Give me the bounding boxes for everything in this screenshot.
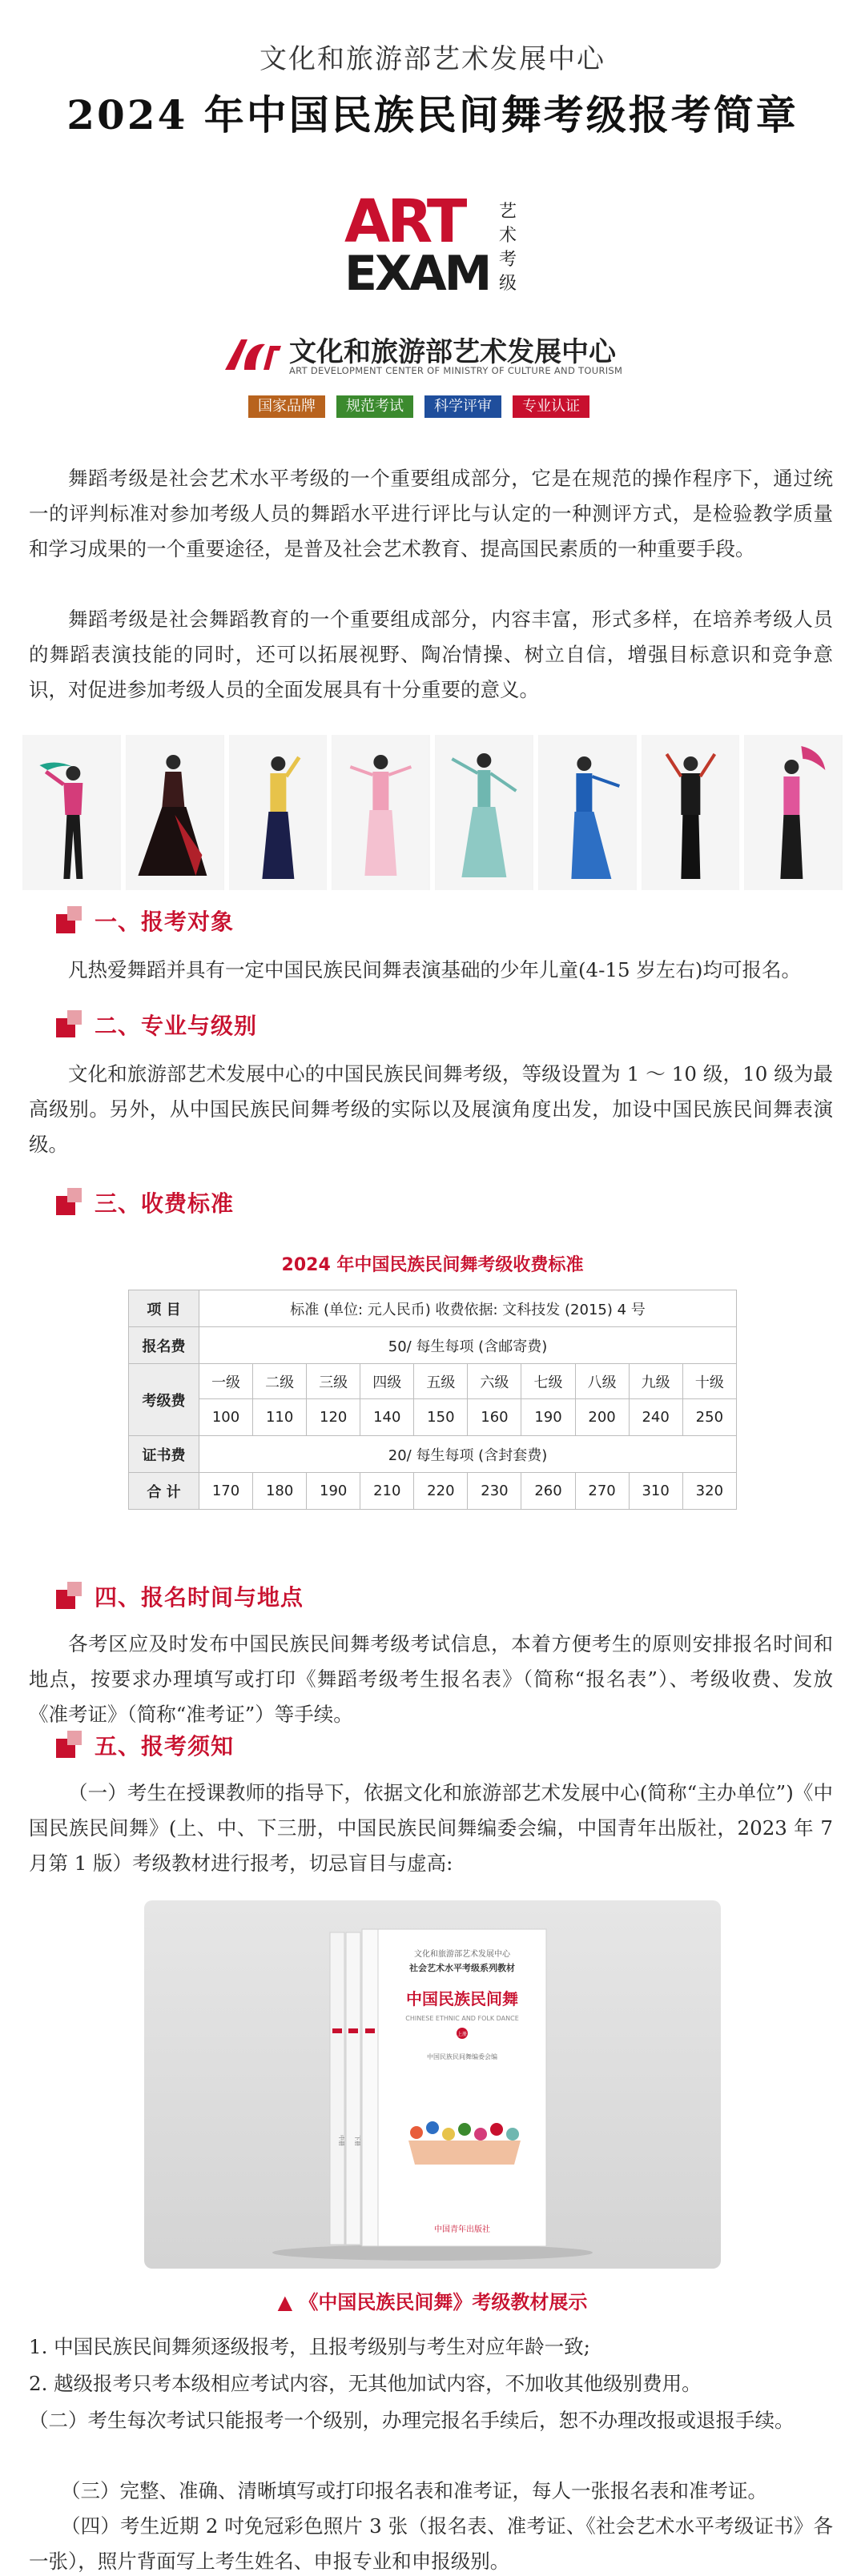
textbook-illustration: [144, 1900, 721, 2269]
textbook-image: [144, 1900, 721, 2269]
notice-line-3: （二）考生每次考试只能报考一个级别，办理完报名手续后，恕不办理改报或退报手续。: [29, 2409, 795, 2432]
section-3-header: [56, 1186, 234, 1218]
certificate-fee-label: 证书费: [129, 1436, 199, 1473]
level-header-cell: 一级: [199, 1364, 253, 1399]
level-header-cell: 三级: [307, 1364, 360, 1399]
book-cover-en: CHINESE ETHNIC AND FOLK DANCE: [405, 2015, 519, 2022]
exam-fee-cell: 140: [360, 1399, 414, 1436]
exam-fee-cell: 160: [468, 1399, 521, 1436]
total-label: 合 计: [129, 1473, 199, 1510]
dancer-photo: [744, 735, 843, 890]
total-fee-cell: 260: [521, 1473, 575, 1510]
art-exam-logo: [344, 187, 529, 304]
dancer-photo: [332, 735, 430, 890]
total-fee-cell: 270: [575, 1473, 629, 1510]
level-header-cell: 二级: [253, 1364, 307, 1399]
book-volume: 上册: [457, 2032, 468, 2037]
header-org: 文化和旅游部艺术发展中心: [260, 43, 606, 75]
section-1-text: 凡热爱舞蹈并具有一定中国民族民间舞表演基础的少年儿童(4-15 岁左右)均可报名。: [68, 958, 801, 981]
section-bullet-icon: [56, 1582, 85, 1611]
book-series: 社会艺术水平考级系列教材: [409, 1963, 515, 1973]
fee-table-title: 2024 年中国民族民间舞考级收费标准: [281, 1255, 584, 1275]
section-1-title: 一、报考对象: [95, 909, 235, 935]
level-header-cell: 九级: [629, 1364, 682, 1399]
section-4-text: 各考区应及时发布中国民族民间舞考级考试信息，本着方便考生的原则安排报名时间和地点，按要求办理填写或打印《舞蹈考级考生报名表》（简称“报名表”）、考级收费、发放《准考证》（简称“准考证”）等手续。: [29, 1632, 833, 1726]
logo-vertical-text: 艺术考级: [498, 202, 517, 294]
section-bullet-icon: [56, 1188, 85, 1217]
dancer-photo: [538, 735, 637, 890]
notice-line-2: 2. 越级报考只考本级相应考试内容，无其他加试内容，不加收其他级别费用。: [29, 2372, 702, 2395]
logo-exam-text: EXAM: [344, 246, 490, 302]
exam-fee-cell: 190: [521, 1399, 575, 1436]
total-fee-cell: 310: [629, 1473, 682, 1510]
section-5-header: [56, 1729, 234, 1761]
section-4-title: 四、报名时间与地点: [95, 1584, 304, 1611]
fee-table: [128, 1290, 737, 1510]
book-cover-title: 中国民族民间舞: [406, 1989, 518, 2008]
exam-fee-cell: 240: [629, 1399, 682, 1436]
notice-line-1: 1. 中国民族民间舞须逐级报考，且报考级别与考生对应年龄一致;: [29, 2335, 590, 2358]
level-header-cell: 七级: [521, 1364, 575, 1399]
exam-fee-cell: 100: [199, 1399, 253, 1436]
logo-art-text: ART: [344, 187, 465, 256]
textbook-caption: ▲ 《中国民族民间舞》考级教材展示: [277, 2290, 588, 2313]
org-logo: [220, 330, 645, 386]
total-fee-cell: 190: [307, 1473, 360, 1510]
badge-row: [248, 395, 633, 419]
book-spine-volume-3: 下册: [354, 2135, 360, 2146]
exam-fee-cell: 200: [575, 1399, 629, 1436]
total-fee-cell: 220: [414, 1473, 468, 1510]
exam-fee-cell: 120: [307, 1399, 360, 1436]
level-header-cell: 六级: [468, 1364, 521, 1399]
book-editor: 中国民族民间舞编委会编: [427, 2053, 497, 2060]
notice-line-5: （四）考生近期 2 吋免冠彩色照片 3 张（报名表、准考证、《社会艺术水平考级证书》各一张），照片背面写上考生姓名、申报专业和申报级别。: [29, 2514, 833, 2573]
section-bullet-icon: [56, 906, 85, 935]
total-fee-cell: 230: [468, 1473, 521, 1510]
level-header-cell: 四级: [360, 1364, 414, 1399]
section-2-text: 文化和旅游部艺术发展中心的中国民族民间舞考级，等级设置为 1 ～ 10 级，10 级为最高级别。另外，从中国民族民间舞考级的实际以及展演角度出发，加设中国民族民间舞表演级。: [29, 1062, 833, 1156]
badge-professional-cert: 专业认证: [513, 395, 589, 418]
section-bullet-icon: [56, 1731, 85, 1759]
exam-fee-cell: 110: [253, 1399, 307, 1436]
fee-header-text: 标准 (单位: 元人民币) 收费依据: 文科技发 (2015) 4 号: [199, 1290, 737, 1327]
section-5-paragraph-1: （一）考生在授课教师的指导下，依据文化和旅游部艺术发展中心(简称“主办单位”)《中国民族民间舞》(上、中、下三册，中国民族民间舞编委会编，中国青年出版社，2023 年 7 月第 1 版）考级教材进行报考，切忌盲目与虚高:: [29, 1781, 833, 1875]
section-1-header: [56, 905, 234, 937]
org-mark-icon: [220, 335, 284, 375]
dancer-photo: [126, 735, 224, 890]
dancer-photo-strip: [22, 735, 843, 890]
dancer-photo: [435, 735, 533, 890]
section-2-title: 二、专业与级别: [95, 1013, 258, 1039]
exam-fee-cell: 150: [414, 1399, 468, 1436]
page-title: 2024 年中国民族民间舞考级报考简章: [66, 91, 799, 138]
section-2-header: [56, 1009, 257, 1041]
intro-paragraph-2: 舞蹈考级是社会舞蹈教育的一个重要组成部分，内容丰富，形式多样，在培养考级人员的舞蹈表演技能的同时，还可以拓展视野、陶冶情操、树立自信，增强目标意识和竞争意识，对促进参加考级人员的全面发展具有十分重要的意义。: [29, 608, 833, 701]
exam-fee-label: 考级费: [129, 1364, 199, 1436]
registration-fee-text: 50/ 每生每项 (含邮寄费): [199, 1327, 737, 1364]
book-publisher: 中国青年出版社: [434, 2225, 490, 2234]
dancer-photo: [642, 735, 740, 890]
org-name-cn: 文化和旅游部艺术发展中心: [289, 336, 616, 368]
exam-fee-cell: 250: [682, 1399, 736, 1436]
book-spine-top: 文化和旅游部艺术发展中心: [414, 1950, 510, 1959]
level-header-cell: 八级: [575, 1364, 629, 1399]
dancer-photo: [22, 735, 121, 890]
section-3-title: 三、收费标准: [95, 1190, 235, 1217]
book-spine-volume-2: 中册: [338, 2135, 344, 2146]
org-name-en: ART DEVELOPMENT CENTER OF MINISTRY OF CULTURE AND TOURISM: [289, 365, 623, 376]
section-5-title: 五、报考须知: [95, 1733, 235, 1759]
total-fee-cell: 320: [682, 1473, 736, 1510]
level-header-cell: 五级: [414, 1364, 468, 1399]
section-bullet-icon: [56, 1010, 85, 1039]
badge-standard-exam: 规范考试: [336, 395, 413, 418]
certificate-fee-text: 20/ 每生每项 (含封套费): [199, 1436, 737, 1473]
badge-scientific-review: 科学评审: [424, 395, 501, 418]
total-fee-cell: 180: [253, 1473, 307, 1510]
registration-fee-label: 报名费: [129, 1327, 199, 1364]
intro-paragraph-1: 舞蹈考级是社会艺术水平考级的一个重要组成部分，它是在规范的操作程序下，通过统一的评判标准对参加考级人员的舞蹈水平进行评比与认定的一种测评方式，是检验教学质量和学习成果的一个重要途径，是普及社会艺术教育、提高国民素质的一种重要手段。: [29, 467, 833, 560]
level-header-cell: 十级: [682, 1364, 736, 1399]
total-fee-cell: 210: [360, 1473, 414, 1510]
notice-line-4: （三）完整、准确、清晰填写或打印报名表和准考证，每人一张报名表和准考证。: [61, 2479, 767, 2502]
fee-header-label: 项 目: [129, 1290, 199, 1327]
badge-national-brand: 国家品牌: [248, 395, 325, 418]
section-4-header: [56, 1580, 304, 1612]
total-fee-cell: 170: [199, 1473, 253, 1510]
dancer-photo: [229, 735, 328, 890]
